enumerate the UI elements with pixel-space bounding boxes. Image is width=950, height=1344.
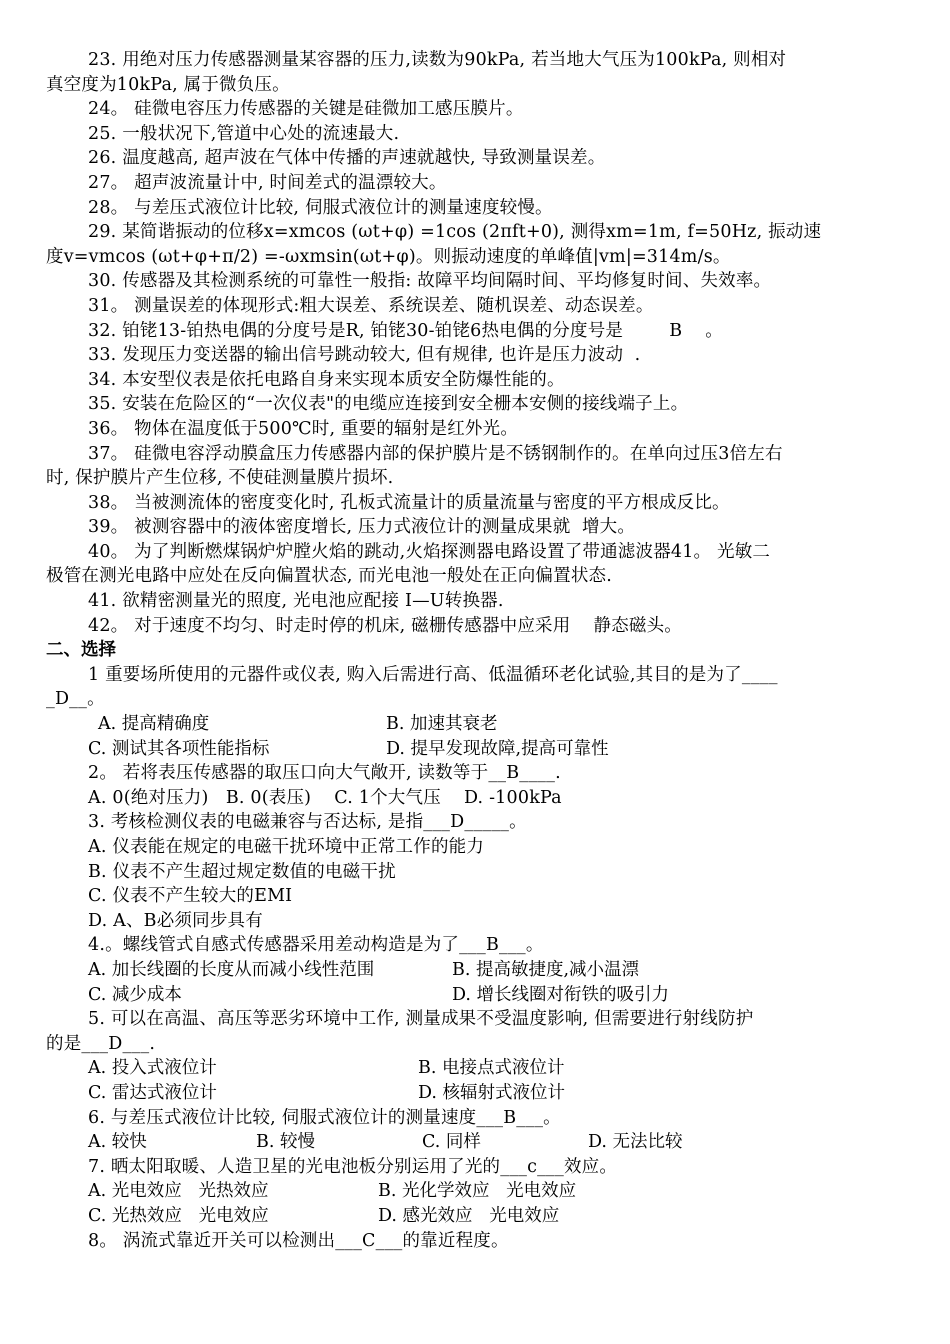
statement-text: 34. 本安型仪表是依托电路自身来实现本质安全防爆性能的。	[88, 369, 565, 390]
statement-text: 23. 用绝对压力传感器测量某容器的压力,读数为90kPa, 若当地大气压为100kPa, 则相对	[88, 50, 787, 70]
question-stem: 8。 涡流式靠近开关可以检测出___C___的靠近程度。	[88, 1230, 509, 1251]
section-title-choice: 二、选择	[46, 640, 116, 661]
option-a: A. 较快	[88, 1132, 147, 1153]
statement-text: 33. 发现压力变送器的输出信号跳动较大, 但有规律, 也许是压力波动 .	[88, 345, 641, 366]
statement-item	[46, 343, 908, 368]
option-c: C. 雷达式液位计	[88, 1082, 217, 1103]
statement-text: 31。 测量误差的体现形式:粗大误差、系统误差、随机误差、动态误差。	[88, 295, 654, 316]
option-a: A. 提高精确度	[98, 714, 210, 735]
statement-item	[46, 491, 908, 516]
statement-item	[46, 368, 908, 393]
question-stem-continued: _D__。	[46, 689, 105, 710]
option-c: C. 测试其各项性能指标	[88, 738, 270, 759]
question-stem: 7. 晒太阳取暖、人造卫星的光电池板分别运用了光的___c___效应。	[88, 1156, 618, 1177]
statement-item	[46, 392, 908, 417]
statement-item	[46, 540, 908, 589]
option-row	[46, 983, 908, 1008]
question-stem: 2。 若将表压传感器的取压口向大气敞开, 读数等于__B____.	[88, 763, 561, 784]
question-stem: 1 重要场所使用的元器件或仪表, 购入后需进行高、低温循环老化试验,其目的是为了____	[88, 664, 778, 685]
statement-text: 29. 某简谐振动的位移x=xmcos (ωt+φ) =1cos (2πft+0), 测得xm=1m, f=50Hz, 振动速	[88, 222, 822, 243]
statement-item	[46, 417, 908, 442]
true-false-list	[46, 48, 908, 638]
option-c: C. 减少成本	[88, 984, 182, 1005]
statement-item	[46, 442, 908, 491]
question-stem: 4.。螺线管式自感式传感器采用差动构造是为了___B___。	[88, 935, 544, 956]
statement-text: 39。 被测容器中的液体密度增长, 压力式液位计的测量成果就 增大。	[88, 517, 636, 538]
option-b: B. 较慢	[256, 1132, 315, 1153]
statement-text-continued: 真空度为10kPa, 属于微负压。	[46, 74, 290, 95]
option-row	[46, 1130, 908, 1155]
option-b: B. 提高敏捷度,减小温漂	[452, 959, 640, 980]
question-4	[46, 933, 908, 1007]
question-stem-continued: 的是___D___.	[46, 1033, 156, 1054]
option-c: C. 光热效应 光电效应	[88, 1205, 269, 1226]
option-row	[46, 737, 908, 762]
option-d: D. 感光效应 光电效应	[378, 1205, 560, 1226]
option-row	[46, 958, 908, 983]
question-6	[46, 1106, 908, 1155]
statement-item	[46, 97, 908, 122]
statement-item	[46, 614, 908, 639]
statement-text: 25. 一般状况下,管道中心处的流速最大.	[88, 123, 400, 144]
statement-text: 27。 超声波流量计中, 时间差式的温漂较大。	[88, 172, 447, 193]
statement-item	[46, 48, 908, 97]
statement-text: 41. 欲精密测量光的照度, 光电池应配接 I—U转换器.	[88, 591, 504, 612]
statement-text: 32. 铂铑13-铂热电偶的分度号是R, 铂铑30-铂铑6热电偶的分度号是 B 。	[88, 320, 724, 341]
question-8	[46, 1229, 908, 1254]
statement-text: 38。 当被测流体的密度变化时, 孔板式流量计的质量流量与密度的平方根成反比。	[88, 492, 730, 513]
statement-text: 37。 硅微电容浮动膜盒压力传感器内部的保护膜片是不锈钢制作的。在单向过压3倍左右	[88, 443, 783, 464]
option-row	[46, 1081, 908, 1106]
statement-text: 26. 温度越高, 超声波在气体中传播的声速就越快, 导致测量误差。	[88, 148, 606, 169]
option-b: B. 光化学效应 光电效应	[378, 1181, 577, 1202]
option-d: D. 无法比较	[588, 1132, 683, 1153]
statement-item	[46, 294, 908, 319]
option-a: A. 加长线圈的长度从而减小线性范围	[88, 959, 375, 980]
question-5	[46, 1007, 908, 1105]
statement-item	[46, 122, 908, 147]
document-page	[46, 48, 908, 1253]
option-b: B. 电接点式液位计	[418, 1058, 565, 1079]
option-b: B. 仪表不产生超过规定数值的电磁干扰	[88, 861, 396, 882]
option-row	[46, 1204, 908, 1229]
statement-item	[46, 515, 908, 540]
statement-text-continued: 度v=vmcos (ωt+φ+π/2) =-ωxmsin(ωt+φ)。则振动速度的单峰值|vm|=314m/s。	[46, 246, 731, 267]
statement-text: 36。 物体在温度低于500℃时, 重要的辐射是红外光。	[88, 418, 519, 439]
option-a: A. 投入式液位计	[88, 1058, 217, 1079]
question-stem: 6. 与差压式液位计比较, 伺服式液位计的测量速度___B___。	[88, 1107, 561, 1128]
statement-text: 40。 为了判断燃煤锅炉炉膛火焰的跳动,火焰探测器电路设置了带通滤波器41。 光敏二	[88, 541, 771, 562]
statement-item	[46, 171, 908, 196]
option-d: D. 提早发现故障,提高可靠性	[386, 738, 609, 759]
option-d: D. A、B必须同步具有	[88, 910, 263, 931]
question-1	[46, 663, 908, 761]
question-3	[46, 810, 908, 933]
statement-item	[46, 269, 908, 294]
option-c: C. 仪表不产生较大的EMI	[88, 886, 293, 907]
option-a: A. 光电效应 光热效应	[88, 1181, 269, 1202]
statement-text: 42。 对于速度不均匀、时走时停的机床, 磁栅传感器中应采用 静态磁头。	[88, 615, 683, 636]
statement-item	[46, 146, 908, 171]
statement-item	[46, 220, 908, 269]
question-2	[46, 761, 908, 810]
option-b: B. 加速其衰老	[386, 714, 498, 735]
statement-text: 28。 与差压式液位计比较, 伺服式液位计的测量速度较慢。	[88, 197, 553, 218]
option-d: D. 核辐射式液位计	[418, 1082, 566, 1103]
option-a: A. 仪表能在规定的电磁干扰环境中正常工作的能力	[88, 837, 485, 857]
statement-text: 24。 硅微电容压力传感器的关键是硅微加工感压膜片。	[88, 99, 524, 120]
question-stem: 3. 考核检测仪表的电磁兼容与否达标, 是指___D_____。	[88, 812, 527, 833]
option-row	[46, 1056, 908, 1081]
option-row	[46, 712, 908, 737]
statement-text-continued: 极管在测光电路中应处在反向偏置状态, 而光电池一般处在正向偏置状态.	[46, 566, 612, 587]
option-d: D. 增长线圈对衔铁的吸引力	[452, 984, 670, 1005]
question-stem: 5. 可以在高温、高压等恶劣环境中工作, 测量成果不受温度影响, 但需要进行射线防护	[88, 1009, 754, 1030]
statement-item	[46, 319, 908, 344]
statement-item	[46, 589, 908, 614]
option-row: A. 0(绝对压力) B. 0(表压) C. 1个大气压 D. -100kPa	[88, 787, 562, 808]
statement-text: 30. 传感器及其检测系统的可靠性一般指: 故障平均间隔时间、平均修复时间、失效率。	[88, 271, 772, 292]
statement-text-continued: 时, 保护膜片产生位移, 不使硅测量膜片损坏.	[46, 468, 394, 489]
question-7	[46, 1155, 908, 1229]
statement-item	[46, 196, 908, 221]
option-c: C. 同样	[422, 1132, 481, 1153]
statement-text: 35. 安装在危险区的“一次仪表"的电缆应连接到安全栅本安侧的接线端子上。	[88, 394, 689, 415]
option-row	[46, 1179, 908, 1204]
